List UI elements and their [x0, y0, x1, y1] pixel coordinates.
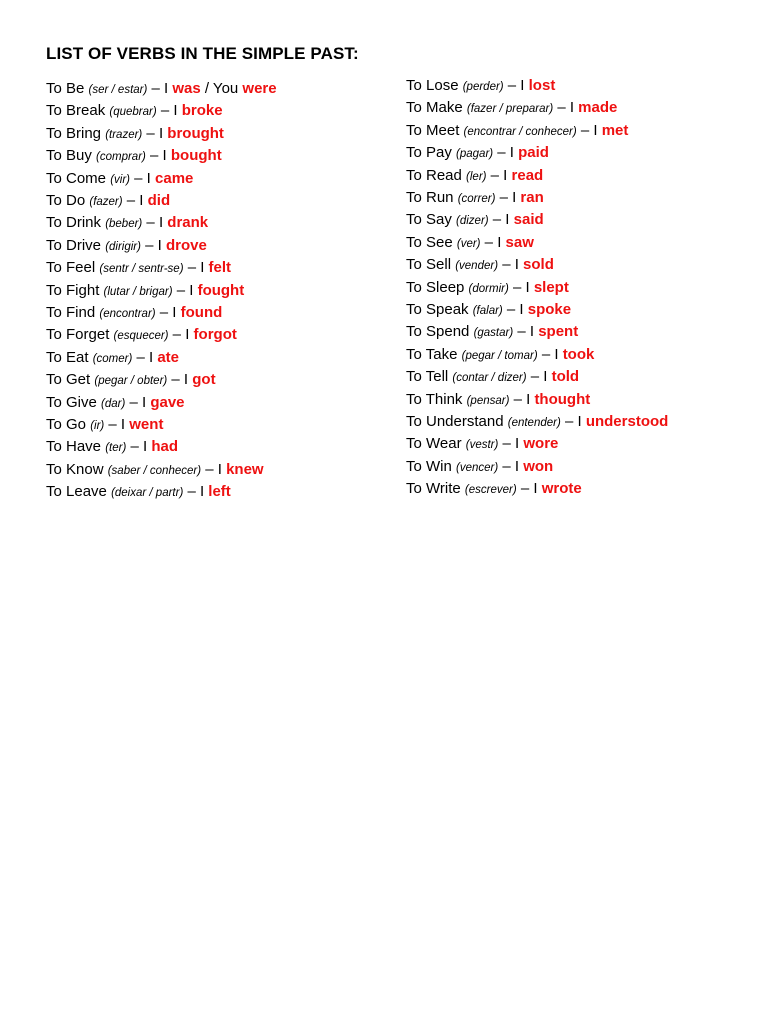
verb-infinitive: To Fight — [46, 281, 100, 299]
verb-row — [406, 77, 555, 96]
verb-row — [406, 391, 590, 410]
verb-past-form: gave — [150, 393, 185, 411]
verb-past-form: found — [180, 304, 223, 321]
verb-separator: – I — [122, 192, 148, 209]
verb-separator: – I — [503, 77, 529, 94]
verb-infinitive: To Spend — [406, 323, 470, 341]
verb-separator: – I — [488, 211, 514, 229]
verb-separator: – I — [509, 390, 535, 408]
verb-separator: – I — [183, 483, 209, 501]
verb-infinitive: To Tell — [406, 368, 449, 386]
verb-separator: – I — [142, 214, 168, 232]
verb-separator: – I — [132, 348, 158, 366]
verb-separator: – I — [480, 233, 506, 251]
page-title: LIST OF VERBS IN THE SIMPLE PAST: — [46, 44, 359, 63]
verb-translation: (comprar) — [96, 151, 146, 164]
verb-separator: – I — [130, 169, 156, 187]
verb-translation: (pegar / tomar) — [461, 349, 538, 362]
verb-separator: – I — [498, 256, 524, 274]
verb-past-form: slept — [533, 278, 569, 296]
verb-past-form: sold — [523, 256, 554, 274]
verb-translation: (saber / conhecer) — [107, 464, 202, 477]
verb-separator: – I — [147, 80, 173, 97]
verb-past-form: ate — [157, 348, 180, 366]
verb-infinitive: To Speak — [406, 301, 469, 318]
verb-separator: – I — [167, 371, 193, 389]
verb-past-form: was — [172, 80, 201, 97]
verb-translation: (ter) — [105, 442, 127, 455]
verb-translation: (ver) — [456, 237, 481, 250]
verb-row — [46, 259, 231, 278]
verb-separator: – I — [486, 166, 512, 184]
verb-row — [406, 435, 558, 454]
verb-translation: (trazer) — [105, 128, 143, 141]
verb-row — [46, 147, 222, 166]
verb-row — [46, 282, 244, 301]
verb-infinitive: To Sleep — [406, 278, 465, 296]
verb-row — [46, 80, 277, 99]
verb-row — [46, 394, 185, 413]
verb-separator: – I — [168, 326, 194, 344]
verb-infinitive: To Get — [46, 371, 91, 389]
verb-separator: – I — [125, 393, 151, 411]
verb-row — [46, 483, 231, 502]
verb-infinitive: To Eat — [46, 348, 89, 366]
verb-translation: (pensar) — [466, 394, 510, 407]
verb-separator: – I — [560, 413, 586, 430]
verb-translation: (ir) — [90, 420, 105, 432]
verb-past-form: did — [147, 192, 171, 209]
verb-separator: – I — [537, 345, 563, 363]
verb-row — [406, 144, 549, 163]
verb-translation: (dar) — [101, 397, 126, 410]
verb-infinitive: To Bring — [46, 124, 102, 142]
verb-past-form: paid — [518, 144, 549, 162]
verb-infinitive: To Give — [46, 393, 97, 411]
verb-translation: (perder) — [462, 81, 504, 93]
verb-row — [46, 170, 193, 189]
verb-row — [46, 326, 237, 345]
verb-infinitive: To Drink — [46, 214, 102, 232]
verb-translation: (entender) — [507, 417, 561, 429]
verb-row — [46, 304, 222, 323]
verb-separator: – I — [513, 323, 539, 341]
verb-infinitive: To Have — [46, 438, 102, 456]
verb-past-form: said — [513, 211, 544, 229]
verb-infinitive: To Pay — [406, 144, 452, 162]
verb-translation: (pagar) — [456, 148, 494, 161]
verb-infinitive: To Wear — [406, 435, 462, 453]
verb-translation: (falar) — [472, 305, 503, 317]
verb-past-form: saw — [505, 233, 534, 251]
verb-separator: – I — [140, 236, 166, 254]
verb-row — [406, 346, 594, 365]
verb-row — [406, 279, 569, 298]
verb-infinitive: To Feel — [46, 259, 96, 277]
verb-translation: (gastar) — [473, 327, 514, 340]
verb-past-form: knew — [226, 460, 264, 478]
verb-row — [406, 99, 617, 118]
verb-past-form: were — [242, 80, 277, 97]
verb-translation: (comer) — [92, 352, 133, 365]
verb-row — [406, 480, 582, 499]
verb-infinitive: To Meet — [406, 121, 460, 139]
verb-translation: (vender) — [455, 260, 499, 273]
verb-past-form: went — [129, 416, 164, 433]
verb-infinitive: To Lose — [406, 77, 459, 94]
verb-row — [406, 189, 544, 208]
verb-infinitive: To Go — [46, 416, 87, 433]
verb-past-form: won — [523, 457, 554, 475]
verb-row — [406, 122, 628, 141]
verb-separator: – I — [498, 457, 524, 475]
verb-infinitive: To See — [406, 233, 453, 251]
verb-past-form: brought — [167, 124, 224, 142]
verb-infinitive: To Know — [46, 460, 104, 478]
verb-separator: – I — [201, 460, 227, 478]
verb-row — [46, 102, 223, 121]
verb-translation: (pegar / obter) — [94, 375, 168, 388]
verb-past-form: wore — [523, 435, 559, 453]
verb-extra-text: / You — [200, 80, 243, 97]
verb-infinitive: To Write — [406, 480, 461, 498]
verb-separator: – I — [155, 304, 181, 321]
verb-past-form: came — [155, 169, 194, 187]
verb-infinitive: To Drive — [46, 236, 102, 254]
verb-row — [406, 256, 554, 275]
verb-past-form: forgot — [193, 326, 237, 344]
verb-translation: (fazer / preparar) — [466, 103, 554, 116]
verb-row — [406, 323, 578, 342]
verb-translation: (dirigir) — [105, 240, 141, 253]
verb-past-form: took — [562, 345, 595, 363]
verb-separator: – I — [183, 259, 209, 277]
verb-past-form: got — [192, 371, 216, 389]
verb-translation: (sentr / sentr-se) — [99, 263, 184, 276]
verb-row — [46, 214, 208, 233]
verb-translation: (escrever) — [464, 484, 517, 497]
verb-infinitive: To Sell — [406, 256, 452, 274]
verb-translation: (encontrar) — [99, 308, 156, 320]
verb-row — [406, 413, 668, 432]
verb-infinitive: To Make — [406, 99, 463, 117]
verb-separator: – I — [142, 124, 168, 142]
verb-separator: – I — [126, 438, 152, 456]
verb-separator: – I — [508, 278, 534, 296]
verb-translation: (vestr) — [465, 439, 499, 452]
verb-row — [46, 237, 207, 256]
verb-row — [406, 167, 543, 186]
verb-row — [406, 211, 544, 230]
verb-translation: (vir) — [110, 173, 130, 186]
verb-separator: – I — [576, 121, 602, 139]
verb-separator: – I — [502, 301, 528, 318]
verb-infinitive: To Take — [406, 345, 458, 363]
verb-infinitive: To Find — [46, 304, 96, 321]
verb-past-form: understood — [585, 413, 669, 430]
verb-translation: (lutar / brigar) — [103, 285, 173, 298]
verb-separator: – I — [493, 144, 519, 162]
verb-translation: (deixar / partr) — [111, 487, 184, 500]
verb-row — [46, 125, 224, 144]
verb-separator: – I — [156, 102, 182, 120]
verb-row — [46, 349, 179, 368]
verb-infinitive: To Do — [46, 192, 86, 209]
verb-translation: (ler) — [466, 170, 487, 183]
verb-past-form: felt — [208, 259, 232, 277]
verb-infinitive: To Come — [46, 169, 107, 187]
verb-separator: – I — [526, 368, 552, 386]
verb-translation: (ser / estar) — [88, 84, 148, 96]
verb-infinitive: To Forget — [46, 326, 110, 344]
verb-past-form: ran — [520, 189, 544, 206]
verb-translation: (esquecer) — [113, 330, 169, 343]
verb-separator: – I — [553, 99, 579, 117]
verb-past-form: had — [151, 438, 178, 456]
verb-separator: – I — [495, 189, 521, 206]
verb-past-form: spoke — [527, 301, 572, 318]
verb-row — [406, 301, 571, 320]
verb-infinitive: To Understand — [406, 413, 504, 430]
verb-past-form: told — [551, 368, 580, 386]
verb-infinitive: To Say — [406, 211, 452, 229]
verb-translation: (contar / dizer) — [452, 372, 527, 385]
verb-infinitive: To Think — [406, 390, 463, 408]
verb-past-form: drank — [167, 214, 209, 232]
verb-row — [46, 461, 264, 480]
verb-past-form: lost — [528, 77, 556, 94]
verb-past-form: left — [208, 483, 231, 501]
verb-translation: (fazer) — [89, 196, 123, 208]
verb-past-form: thought — [534, 390, 591, 408]
verb-separator: – I — [498, 435, 524, 453]
verb-infinitive: To Run — [406, 189, 454, 206]
verb-separator: – I — [516, 480, 542, 498]
verb-past-form: made — [578, 99, 618, 117]
verb-separator: – I — [145, 147, 171, 165]
verb-past-form: spent — [538, 323, 579, 341]
verb-row — [46, 416, 163, 435]
verb-infinitive: To Read — [406, 166, 462, 184]
verb-separator: – I — [104, 416, 130, 433]
verb-past-form: bought — [170, 147, 222, 165]
verb-row — [406, 234, 534, 253]
verb-past-form: wrote — [541, 480, 582, 498]
verb-translation: (dormir) — [468, 282, 509, 295]
verb-past-form: drove — [165, 236, 207, 254]
verb-separator: – I — [172, 281, 198, 299]
verb-row — [46, 371, 216, 390]
verb-translation: (encontrar / conhecer) — [463, 125, 577, 138]
verb-infinitive: To Win — [406, 457, 452, 475]
verb-translation: (correr) — [457, 193, 496, 205]
verb-translation: (dizer) — [456, 215, 489, 228]
verb-infinitive: To Break — [46, 102, 106, 120]
verb-row — [406, 458, 553, 477]
verb-past-form: fought — [197, 281, 245, 299]
verb-translation: (beber) — [105, 218, 143, 231]
verb-past-form: met — [601, 121, 629, 139]
verb-infinitive: To Buy — [46, 147, 92, 165]
verb-infinitive: To Leave — [46, 483, 107, 501]
verb-past-form: read — [511, 166, 544, 184]
verb-row — [46, 192, 170, 211]
verb-past-form: broke — [181, 102, 223, 120]
verb-translation: (quebrar) — [109, 106, 157, 119]
verb-translation: (vencer) — [456, 461, 499, 474]
verb-row — [46, 438, 178, 457]
verb-infinitive: To Be — [46, 80, 85, 97]
verb-row — [406, 368, 579, 387]
